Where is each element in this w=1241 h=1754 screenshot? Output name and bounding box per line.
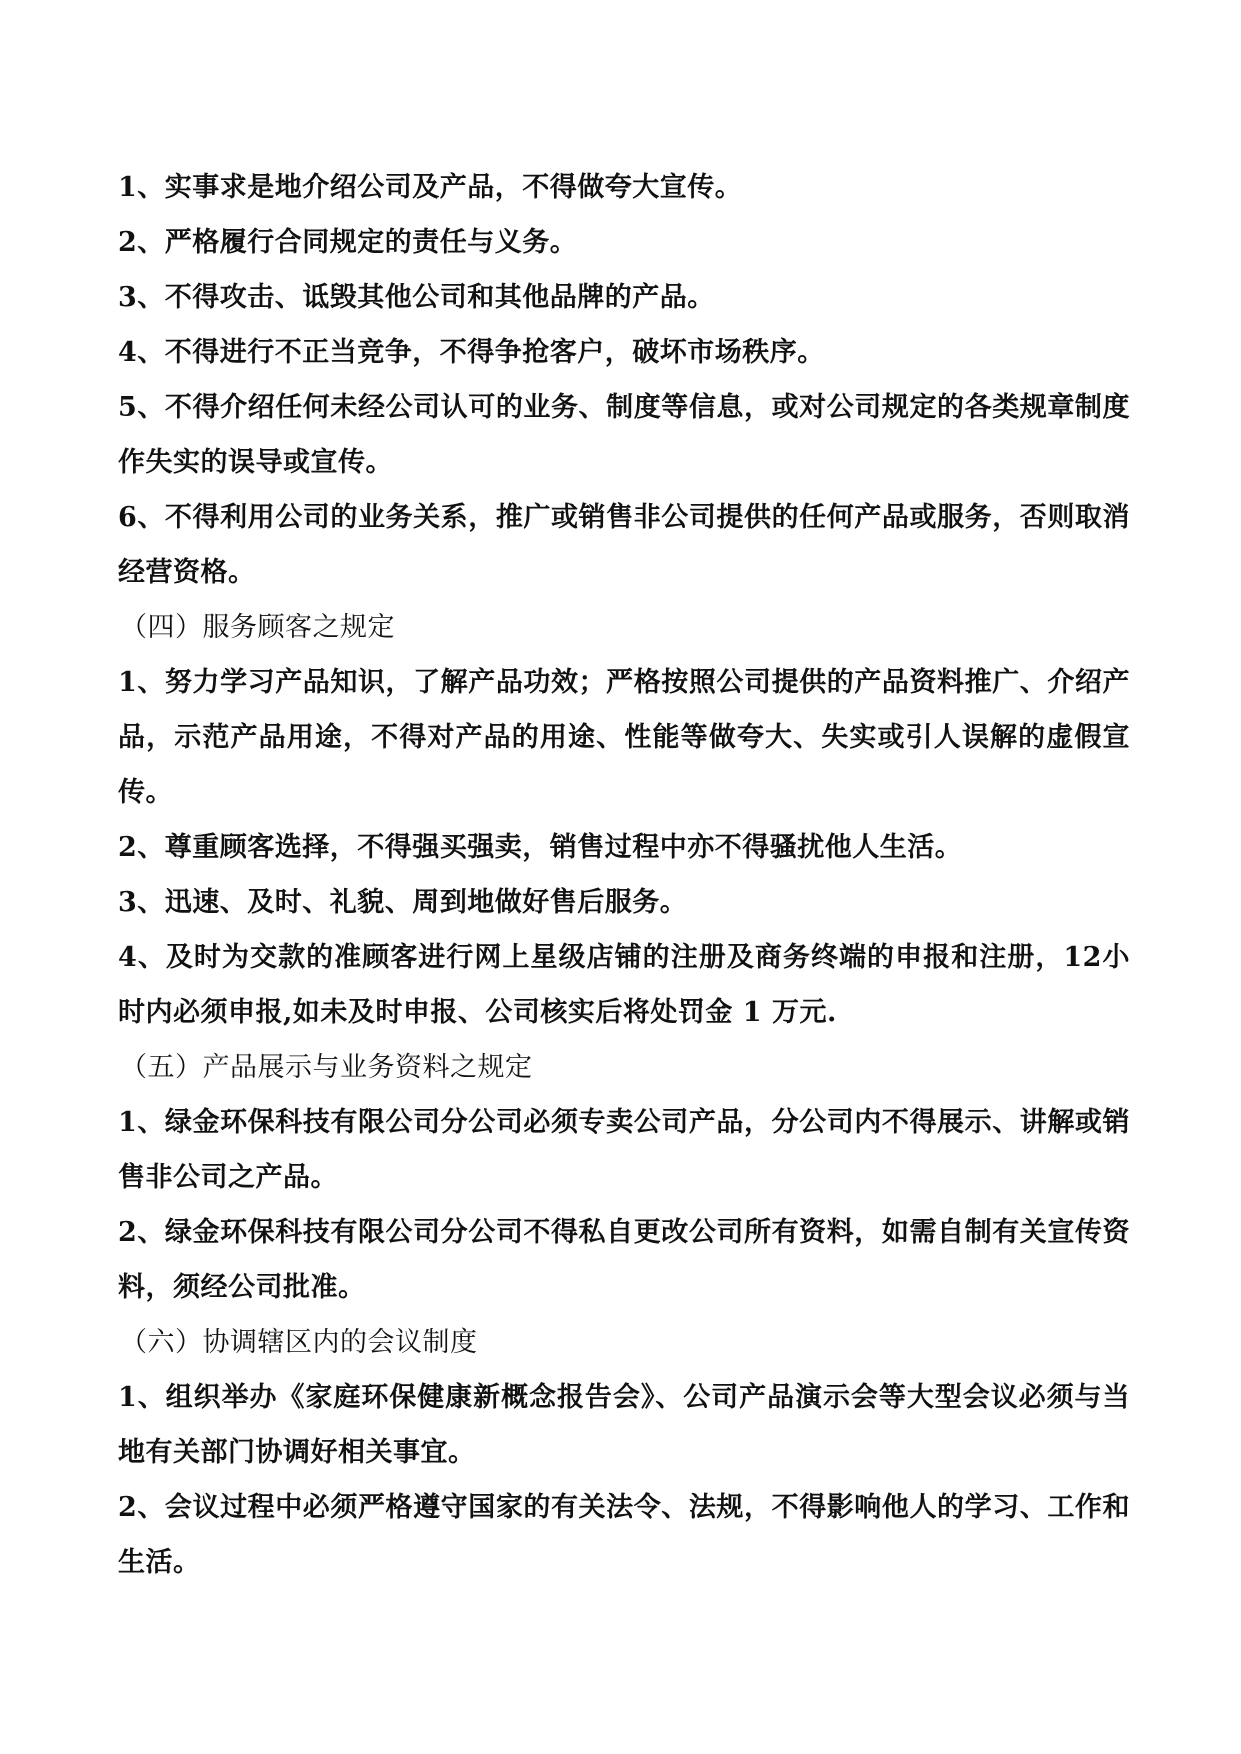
list-item: 2、绿金环保科技有限公司分公司不得私自更改公司所有资料，如需自制有关宣传资料，须经公司批准。: [118, 1217, 1130, 1303]
previous-section-list: [118, 160, 1130, 600]
document-body: [118, 160, 1130, 1590]
list-item: 3、迅速、及时、礼貌、周到地做好售后服务。: [118, 887, 688, 918]
list-item: 4、不得进行不正当竞争，不得争抢客户，破坏市场秩序。: [118, 337, 825, 368]
list-item: 1、努力学习产品知识，了解产品功效；严格按照公司提供的产品资料推广、介绍产品，示范产品用途，不得对产品的用途、性能等做夸大、失实或引人误解的虚假宣传。: [118, 667, 1130, 808]
list-item: 1、实事求是地介绍公司及产品，不得做夸大宣传。: [118, 172, 743, 203]
list-item: 5、不得介绍任何未经公司认可的业务、制度等信息，或对公司规定的各类规章制度作失实的误导或宣传。: [118, 392, 1130, 478]
section-meeting-rules: [118, 1315, 1130, 1590]
list-item: 3、不得攻击、诋毁其他公司和其他品牌的产品。: [118, 282, 715, 313]
section-heading: （六）协调辖区内的会议制度: [120, 1327, 478, 1358]
list-item: 4、及时为交款的准顾客进行网上星级店铺的注册及商务终端的申报和注册，12小时内必须申报,如未及时申报、公司核实后将处罚金 1 万元.: [118, 942, 1130, 1028]
list-item: 2、会议过程中必须严格遵守国家的有关法令、法规，不得影响他人的学习、工作和生活。: [118, 1492, 1130, 1578]
list-item: 2、尊重顾客选择，不得强买强卖，销售过程中亦不得骚扰他人生活。: [118, 832, 963, 863]
section-heading: （四）服务顾客之规定: [120, 612, 395, 643]
section-customer-service: [118, 600, 1130, 1040]
list-item: 6、不得利用公司的业务关系，推广或销售非公司提供的任何产品或服务，否则取消经营资格。: [118, 502, 1130, 588]
list-item: 2、严格履行合同规定的责任与义务。: [118, 227, 578, 258]
section-product-display: [118, 1040, 1130, 1315]
list-item: 1、组织举办《家庭环保健康新概念报告会》、公司产品演示会等大型会议必须与当地有关部门协调好相关事宜。: [118, 1382, 1130, 1468]
section-heading: （五）产品展示与业务资料之规定: [120, 1052, 533, 1083]
list-item: 1、绿金环保科技有限公司分公司必须专卖公司产品，分公司内不得展示、讲解或销售非公司之产品。: [118, 1107, 1130, 1193]
